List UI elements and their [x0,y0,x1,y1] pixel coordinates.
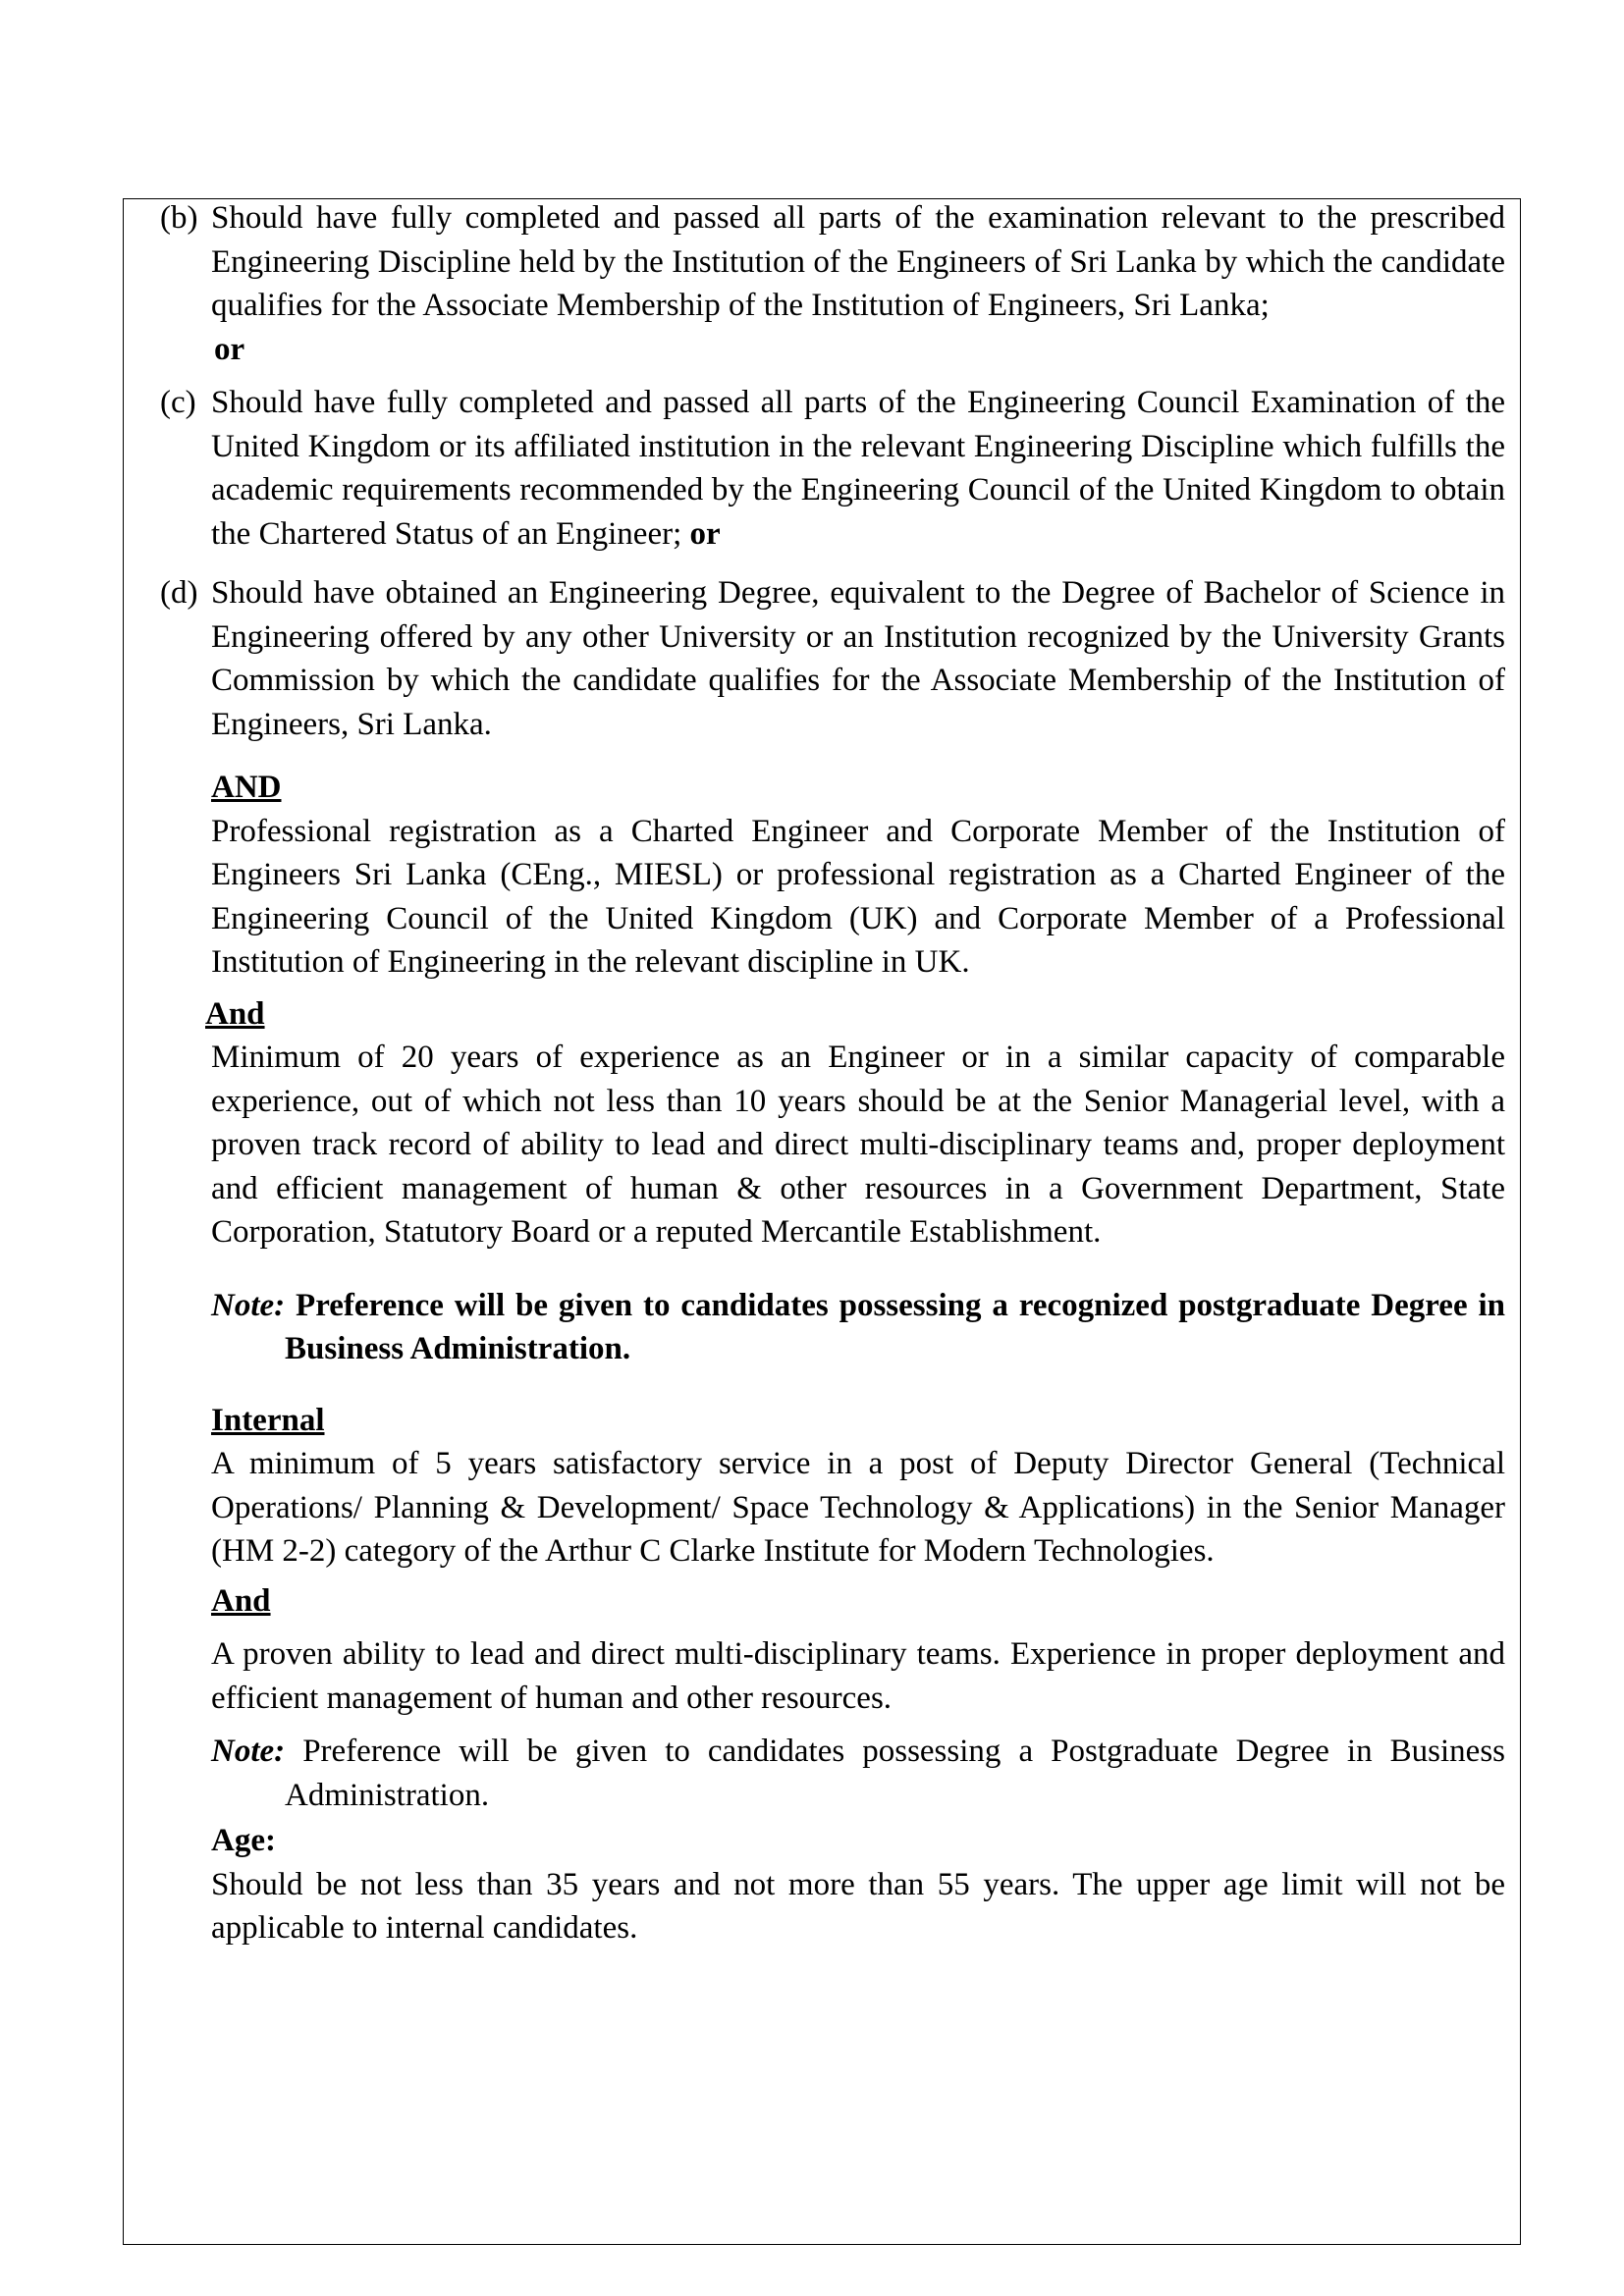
internal-heading: Internal [211,1402,325,1438]
and-heading-1: AND [211,770,282,805]
item-d-label: (d) [160,575,198,611]
note-2-text: Preference will be given to candidates possessing a Postgraduate Degree in Business Administration. [285,1734,1505,1813]
and-heading-2: And [205,995,265,1032]
note-1 [160,1284,1505,1371]
item-c-text: Should have fully completed and passed all parts of the Engineering Council Examination of the United Kingdom or its affiliated institution in the relevant Engineering Discipline which fulfills the academic requirements recommended by the Engineering Council of the United Kingdom to obtain the Chartered Status of an Engineer; [211,385,1505,552]
item-d [160,571,1505,746]
note-1-text: Preference will be given to candidates possessing a recognized postgraduate Degree in Business Administration. [285,1287,1506,1366]
internal-ability-text: A proven ability to lead and direct multi-disciplinary teams. Experience in proper deployment and efficient management of human and other resources. [211,1636,1505,1716]
note-2-label: Note: [211,1734,286,1769]
registration-text: Professional registration as a Charted Engineer and Corporate Member of the Institution of Engineers Sri Lanka (CEng., MIESL) or professional registration as a Charted Engineer of the Engineering Council of the United Kingdom (UK) and Corporate Member of a Professional Institution of Engineering in the relevant discipline in UK. [211,813,1505,980]
note-1-label: Note: [211,1287,286,1323]
item-b [160,196,1505,328]
item-d-text: Should have obtained an Engineering Degree, equivalent to the Degree of Bachelor of Science in Engineering offered by any other University or an Institution recognized by the University Grants Commission by which the candidate qualifies for the Associate Membership of the Institution of Engineers, Sri Lanka. [211,575,1505,742]
or-connector-c: or [689,515,721,552]
item-c [160,381,1505,556]
note-2 [160,1730,1505,1817]
experience-text: Minimum of 20 years of experience as an Engineer or in a similar capacity of comparable experience, out of which not less than 10 years should be at the Senior Managerial level, with a proven track record of ability to lead and direct multi-disciplinary teams and, proper deployment and efficient management of human & other resources in a Government Department, State Corporation, Statutory Board or a reputed Mercantile Establishment. [211,1040,1505,1250]
and-heading-3: And [211,1582,271,1619]
document-body [160,196,1505,1950]
age-text: Should be not less than 35 years and not more than 55 years. The upper age limit will not be applicable to internal candidates. [211,1866,1505,1946]
age-heading: Age: [211,1823,276,1858]
internal-text: A minimum of 5 years satisfactory service in a post of Deputy Director General (Technical Operations/ Planning & Development/ Space Technology & Applications) in the Senior Manager (HM 2-2) category of the Arthur C Clarke Institute for Modern Technologies. [211,1446,1505,1569]
item-b-text: Should have fully completed and passed all parts of the examination relevant to the prescribed Engineering Discipline held by the Institution of the Engineers of Sri Lanka by which the candidate qualifies for the Associate Membership of the Institution of Engineers, Sri Lanka; [211,200,1505,323]
or-connector-b: or [214,331,245,367]
item-c-label: (c) [160,385,196,420]
item-b-label: (b) [160,200,198,236]
